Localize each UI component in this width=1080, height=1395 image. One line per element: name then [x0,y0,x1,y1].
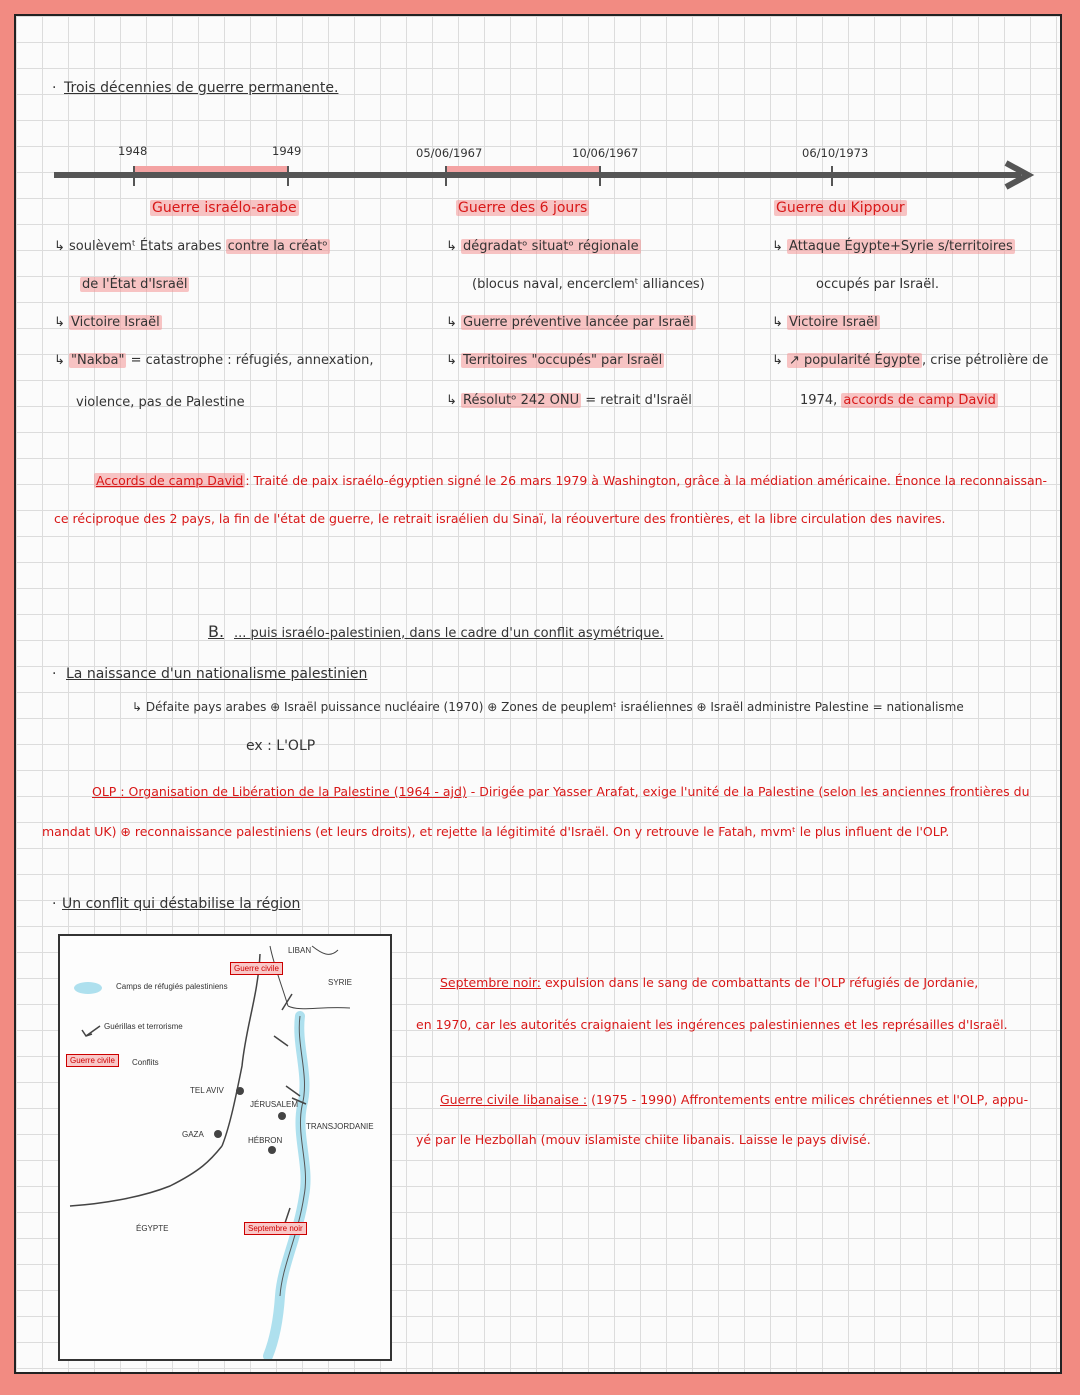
section-letter: B. [208,622,225,641]
city-dot-jerusalem [278,1112,286,1120]
col3-line: occupés par Israël. [816,277,939,292]
col2-line: ↳ Résolutᵒ 242 ONU = retrait d'Israël [446,393,692,408]
label-guerre-civile: Guerre civile [230,962,283,975]
label-syrie: SYRIE [328,978,353,987]
legend-guerillas: Guérillas et terrorisme [104,1022,183,1031]
label-septembre-noir: Septembre noir [244,1222,307,1235]
nationalism-example: ex : L'OLP [246,738,316,754]
map [58,934,392,1361]
label-jerusalem: JÉRUSALEM [250,1100,299,1109]
bullet: · [52,896,57,912]
bullet: · [52,80,57,96]
col3-line: ↳ Attaque Égypte+Syrie s/territoires [772,239,1013,254]
col1-line: ↳ Victoire Israël [54,315,160,330]
col3-line: ↳ ↗ popularité Égypte , crise pétrolière de [772,353,1049,368]
col2-line: ↳ Guerre préventive lancée par Israël [446,315,694,330]
map-drawing [60,936,390,1359]
col1-line: ↳ soulèvemᵗ États arabes contre la créatᵒ [54,239,328,254]
section-title: Trois décennies de guerre permanente. [64,80,339,96]
col3-line: ↳ Victoire Israël [772,315,878,330]
timeline-date: 10/06/1967 [572,146,639,160]
label-tel-aviv: TEL AVIV [190,1086,224,1095]
timeline-axis [16,16,1062,216]
city-dot-gaza [214,1130,222,1138]
legend-camps: Camps de réfugiés palestiniens [116,982,228,991]
city-dot-tel-aviv [236,1087,244,1095]
label-transjordanie: TRANSJORDANIE [306,1122,374,1131]
label-egypte: ÉGYPTE [136,1224,169,1233]
col1-line: de l'État d'Israël [82,277,188,292]
col1-line: violence, pas de Palestine [76,395,245,410]
col2-line: (blocus naval, encerclemᵗ alliances) [472,277,705,292]
timeline-date: 1948 [118,144,148,158]
olp-paragraph: OLP : Organisation de Libération de la Palestine (1964 - ajd) - Dirigée par Yasser Arafat, exige l'unité de la Palestine (selon les anciennes frontières du mandat UK) ⊕ reconnaissance palestiniens (et leurs droits), et rejette la légitimité d'Israël. On y retrouve le Fatah, mvmᵗ le plus influent de l'OLP. [42,784,1030,839]
section-3-title: Un conflit qui déstabilise la région [62,896,301,912]
septembre-noir-paragraph: Septembre noir: expulsion dans le sang de combattants de l'OLP réfugiés de Jordanie, en 1970, car les autorités craignaient les ingérences palestiniennes et les représailles d'Israël. [416,975,1008,1032]
timeline-date: 05/06/1967 [416,146,483,160]
col3-line: 1974, accords de camp David [800,393,996,408]
col1-line: ↳ "Nakba" = catastrophe : réfugiés, annexation, [54,353,374,368]
bullet: · [52,666,57,682]
camp-david-paragraph: Accords de camp David : Traité de paix israélo-égyptien signé le 26 mars 1979 à Washington, grâce à la médiation américaine. Énonce la reconnaissan- ce réciproque des 2 pays, la fin de l'état de guerre, le retrait israélien du Sinaï, la réouverture des frontières, et la libre circulation des navires. [54,473,1048,526]
timeline-date: 1949 [272,144,302,158]
label-gaza: GAZA [182,1130,204,1139]
col2-line: ↳ Territoires "occupés" par Israël [446,353,663,368]
nationalism-line: ↳ Défaite pays arabes ⊕ Israël puissance nucléaire (1970) ⊕ Zones de peuplemᵗ israéliennes ⊕ Israël administre Palestine = nationalisme [132,700,964,714]
label-hebron: HÉBRON [248,1136,283,1145]
legend-conflict: Conflits [132,1058,159,1067]
refugee-camps-zone [268,1016,306,1356]
col2-title: Guerre des 6 jours [458,200,588,216]
liban-war-paragraph: Guerre civile libanaise : (1975 - 1990) Affrontements entre milices chrétiennes et l'OLP, appu- yé par le Hezbollah (mouv islamiste chiite libanais. Laisse le pays divisé. [416,1092,1029,1147]
col1-title: Guerre israélo-arabe [152,200,297,216]
label-liban: LIBAN [288,946,312,955]
notebook-page [14,14,1062,1374]
col2-line: ↳ dégradatᵒ situatᵒ régionale [446,239,639,254]
legend-camps-swatch [74,982,102,994]
section-b-title: ... puis israélo-palestinien, dans le cadre d'un conflit asymétrique. [234,626,664,641]
nationalism-title: La naissance d'un nationalisme palestinien [66,666,368,682]
city-dot-hebron [268,1146,276,1154]
legend-conflict-box: Guerre civile [66,1054,119,1067]
timeline-date: 06/10/1973 [802,146,869,160]
col3-title: Guerre du Kippour [776,200,905,216]
